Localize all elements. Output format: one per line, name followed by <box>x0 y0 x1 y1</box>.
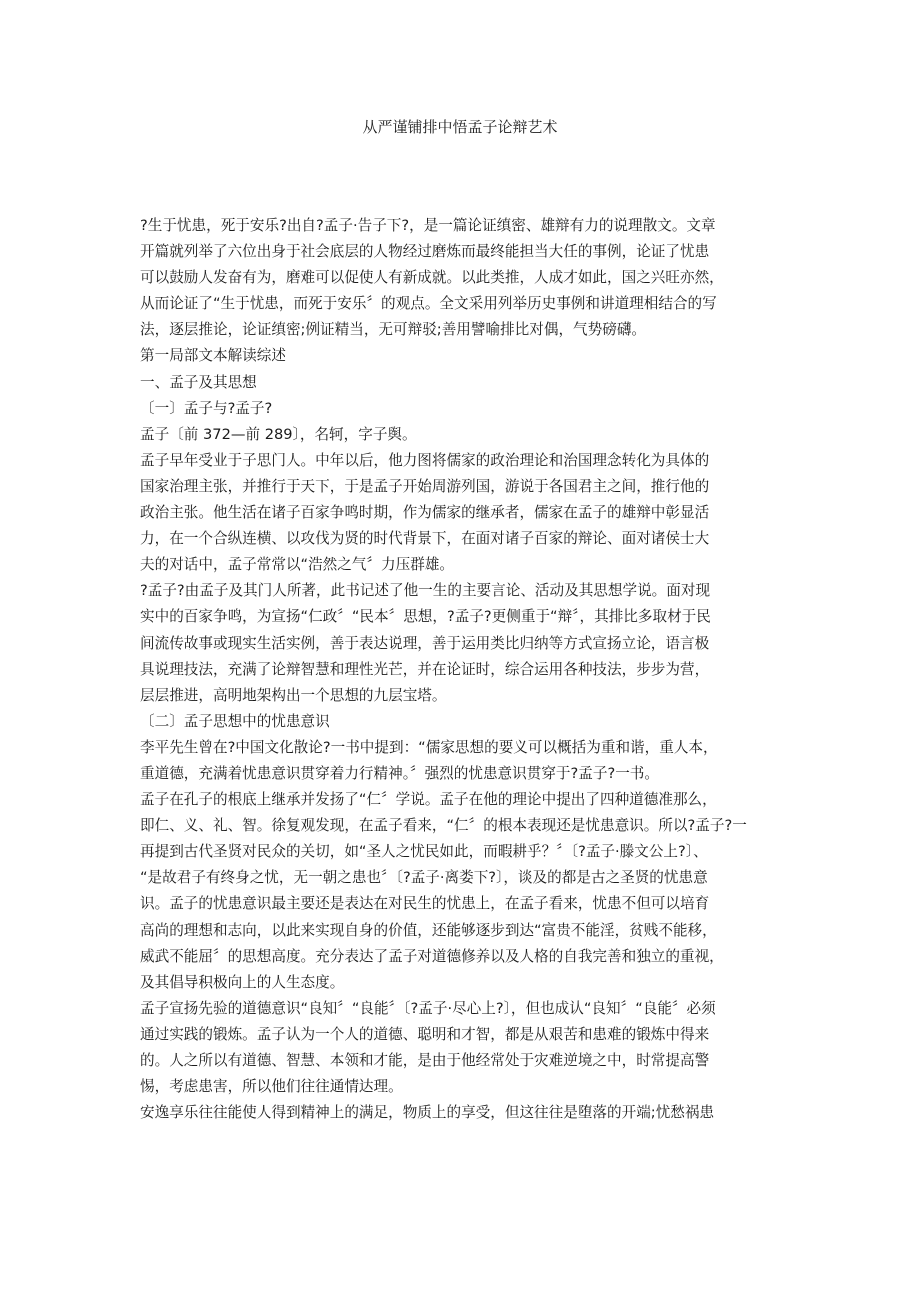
subsection-heading: 〔一〕孟子与?孟子? <box>140 399 273 417</box>
body-line: 安逸享乐往往能使人得到精神上的满足，物质上的享受，但这往往是堕落的开端;忧愁祸患 <box>140 1104 715 1122</box>
document-title: 从严谨铺排中悟孟子论辩艺术 <box>362 118 558 136</box>
body-line: 即仁、义、礼、智。徐复观发现，在孟子看来，“仁〞的根本表现还是忧患意识。所以?孟子?一 <box>140 817 747 835</box>
body-line: 层层推进，高明地架构出一个思想的九层宝塔。 <box>140 686 447 704</box>
section-heading: 第一局部文本解读综述 <box>140 347 286 365</box>
body-line: 可以鼓励人发奋有为，磨难可以促使人有新成就。以此类推，人成才如此，国之兴旺亦然， <box>140 269 724 287</box>
body-line: 国家治理主张，并推行于天下，于是孟子开始周游列国，游说于各国君主之间，推行他的 <box>140 477 710 495</box>
body-line: 开篇就列举了六位出身于社会底层的人物经过磨炼而最终能担当大任的事例，论证了忧患 <box>140 243 710 261</box>
body-line: 威武不能屈〞的思想高度。充分表达了孟子对道德修养以及人格的自我完善和独立的重视， <box>140 947 724 965</box>
body-line: 从而论证了“生于忧患，而死于安乐〞的观点。全文采用列举历史事例和讲道理相结合的写 <box>140 295 717 313</box>
body-line: 孟子〔前 372—前 289〕，名轲，字子舆。 <box>140 425 417 443</box>
body-line: 孟子早年受业于子思门人。中年以后，他力图将儒家的政治理论和治国理念转化为具体的 <box>140 451 710 469</box>
body-line: 高尚的理想和志向，以此来实现自身的价值，还能够逐步到达“富贵不能淫，贫贱不能移， <box>140 921 717 939</box>
body-line: ?孟子?由孟子及其门人所著，此书记述了他一生的主要言论、活动及其思想学说。面对现 <box>140 582 711 600</box>
body-line: 法，逐层推论，论证缜密;例证精当，无可辩驳;善用譬喻排比对偶，气势磅礴。 <box>140 321 647 339</box>
body-line: 重道德，充满着忧患意识贯穿着力行精神。〞强烈的忧患意识贯穿于?孟子?一书。 <box>140 764 659 782</box>
section-heading: 一、孟子及其思想 <box>140 373 257 391</box>
body-line: 孟子宣扬先验的道德意识“良知〞“良能〞〔?孟子·尽心上?〕，但也成认“良知〞“良能〞必须 <box>140 999 716 1017</box>
body-line: 间流传故事或现实生活实例，善于表达说理，善于运用类比归纳等方式宣扬立论，语言极 <box>140 634 710 652</box>
body-line: 的。人之所以有道德、智慧、本领和才能，是由于他经常处于灾难逆境之中，时常提高警 <box>140 1052 710 1069</box>
subsection-heading: 〔二〕孟子思想中的忧患意识 <box>140 712 330 730</box>
body-line: 政治主张。他生活在诸子百家争鸣时期，作为儒家的继承者，儒家在孟子的雄辩中彰显活 <box>140 504 710 522</box>
body-line: 实中的百家争鸣，为宣扬“仁政〞“民本〞思想，?孟子?更侧重于“辩〞，其排比多取材于民 <box>140 608 711 626</box>
body-line: 力，在一个合纵连横、以攻伐为贤的时代背景下，在面对诸子百家的辩论、面对诸侯士大 <box>140 530 710 548</box>
body-line: 李平先生曾在?中国文化散论?一书中提到：“儒家思想的要义可以概括为重和谐，重人本， <box>140 738 718 756</box>
body-line: 及其倡导积极向上的人生态度。 <box>140 973 345 991</box>
body-line: 孟子在孔子的根底上继承并发扬了“仁〞学说。孟子在他的理论中提出了四种道德准那么， <box>140 791 717 809</box>
document-body <box>140 213 812 1126</box>
body-line: ?生于忧患，死于安乐?出自?孟子·告子下?，是一篇论证缜密、雄辩有力的说理散文。文章 <box>140 217 716 234</box>
body-line: 具说理技法，充满了论辩智慧和理性光芒，并在论证时，综合运用各种技法，步步为营， <box>140 660 710 678</box>
body-line: 惕，考虑患害，所以他们往往通情达理。 <box>140 1078 403 1096</box>
body-line: 夫的对话中，孟子常常以“浩然之气〞力压群雄。 <box>140 556 455 574</box>
body-line: “是故君子有终身之忧，无一朝之患也〞〔?孟子·离娄下?〕，谈及的都是古之圣贤的忧患意 <box>140 869 708 887</box>
body-line: 识。孟子的忧患意识最主要还是表达在对民生的忧患上，在孟子看来，忧患不但可以培育 <box>140 895 710 913</box>
body-line: 再提到古代圣贤对民众的关切，如“圣人之忧民如此，而暇耕乎？〞〔?孟子·滕文公上?〕、 <box>140 843 708 861</box>
body-line: 通过实践的锻炼。孟子认为一个人的道德、聪明和才智，都是从艰苦和患难的锻炼中得来 <box>140 1025 710 1043</box>
